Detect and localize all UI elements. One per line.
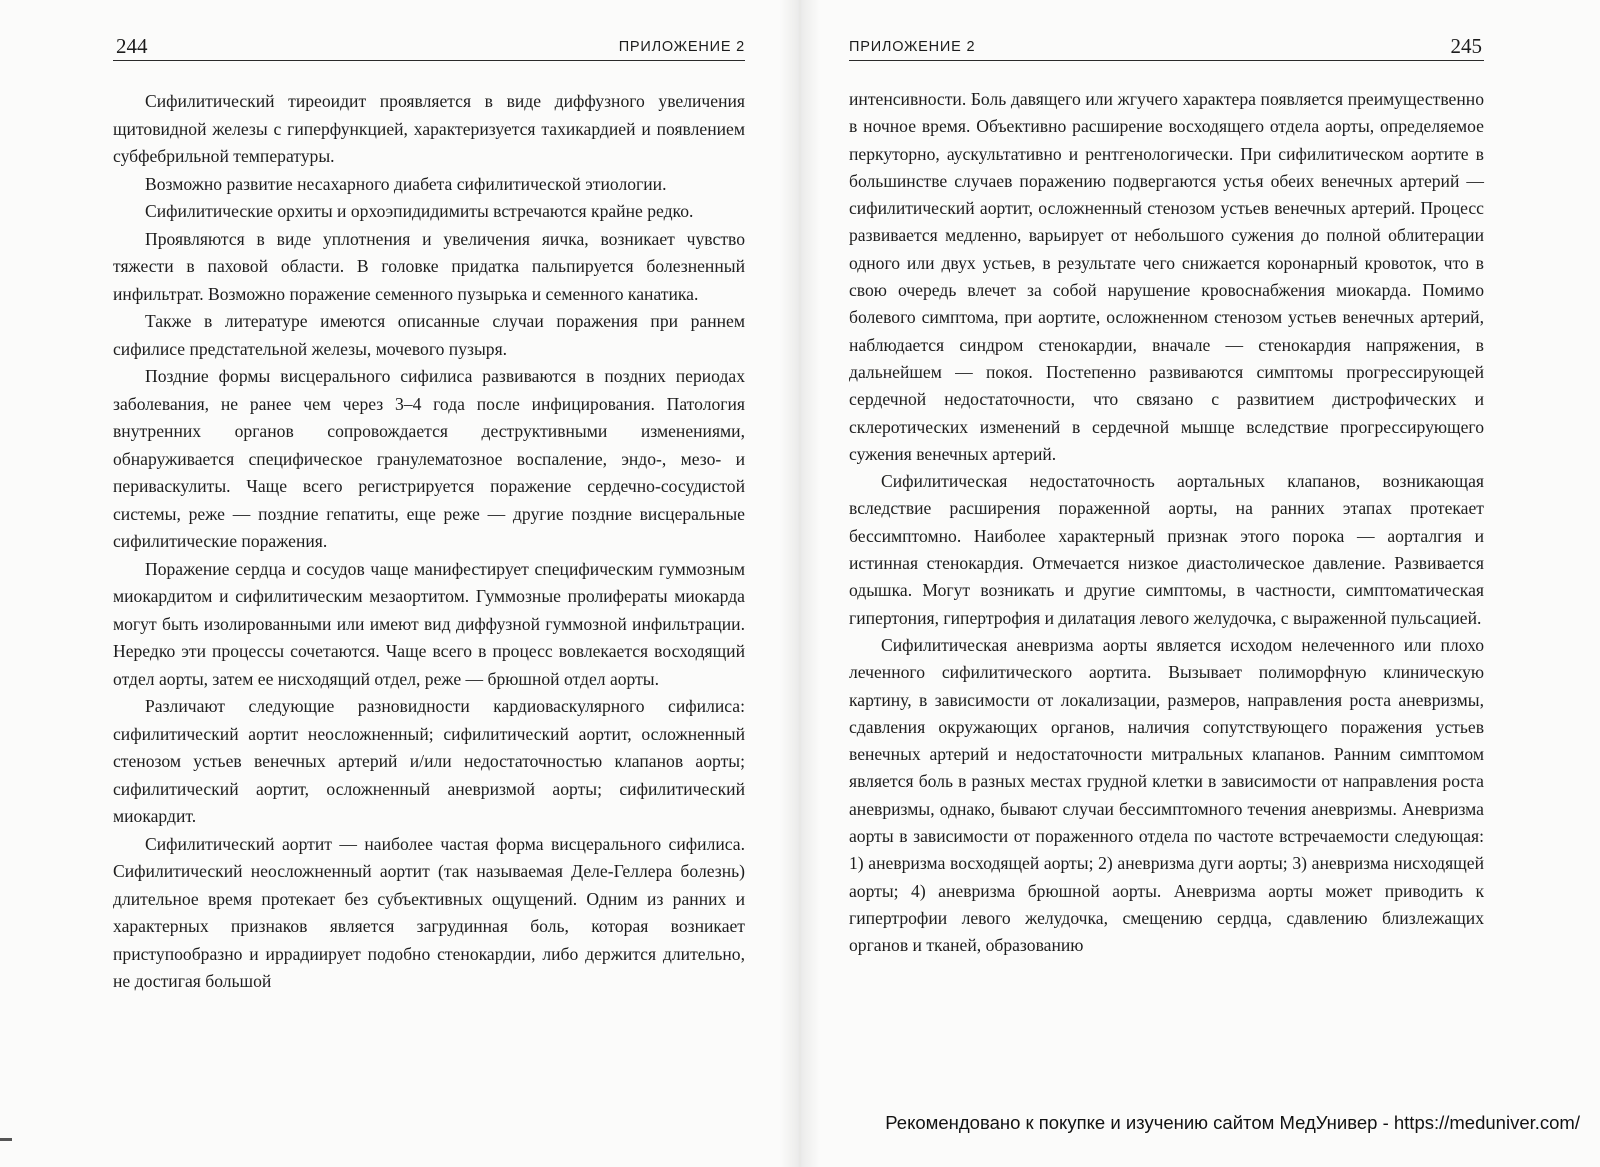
footer-recommendation: Рекомендовано к покупке и изучению сайтом МедУнивер - https://meduniver.com/ xyxy=(885,1112,1580,1133)
paragraph: Также в литературе имеются описанные случаи поражения при раннем сифилисе предстательной железы, мочевого пузыря. xyxy=(113,311,745,359)
paragraph: Сифилитические орхиты и орхоэпидидимиты встречаются крайне редко. xyxy=(145,201,694,221)
paragraph: Проявляются в виде уплотнения и увеличения яичка, возникает чувство тяжести в паховой области. В головке придатка пальпируется болезненный инфильтрат. Возможно поражение семенного пузырька и семенного канатика. xyxy=(113,228,745,304)
paragraph: Возможно развитие несахарного диабета сифилитической этиологии. xyxy=(145,173,667,194)
paragraph: Поражение сердца и сосудов чаще манифестирует специфическим гуммозным миокардитом и сифилитическим мезаортитом. Гуммозные пролифераты миокарда могут быть изолированными или имеют вид диффузной гуммозной инфильтрации. Нередко эти процессы сочетаются. Чаще всего в процесс вовлекается восходящий отдел аорты, затем ее нисходящий отдел, реже — брюшной отдел аорты. xyxy=(113,558,745,689)
left-page-number: 244 xyxy=(116,34,148,58)
paragraph: Сифилитическая аневризма аорты является исходом нелеченного или плохо леченного сифилитического аортита. Вызывает полиморфную клиническую картину, в зависимости от локализации, размеров, направления роста аневризмы, сдавления окружающих органов, наличия сопутствующего поражения устьев венечных артерий и недостаточности митральных клапанов. Ранним симптомом является боль в разных местах грудной клетки в зависимости от направления роста аневризмы, однако, бывают случаи бессимптомного течения аневризмы. Аневризма аорты в зависимости от пораженного отдела по частоте встречаемости следующая: 1) аневризма восходящей аорты; 2) аневризма дуги аорты; 3) аневризма нисходящей аорты; 4) аневризма брюшной аорты. Аневризма аорты может приводить к гипертрофии левого желудочка, смещению сердца, сдавлению близлежащих органов и тканей, образованию xyxy=(849,634,1484,956)
paragraph: Сифилитический аортит — наиболее частая форма висцерального сифилиса. Сифилитический неосложненный аортит (так называемая Деле-Геллера болезнь) длительное время протекает без субъективных ощущений. Одним из ранних и характерных признаков является загрудинная боль, которая возникает приступообразно и иррадиирует подобно стенокардии, либо держится длительно, не достигая большой xyxy=(113,833,745,991)
left-page xyxy=(113,0,745,1100)
book-gutter xyxy=(780,0,820,1167)
left-page-header xyxy=(113,28,745,61)
scan-edge-mark xyxy=(0,1138,12,1141)
right-running-head: ПРИЛОЖЕНИЕ 2 xyxy=(849,39,976,55)
left-page-body xyxy=(113,88,745,996)
paragraph: интенсивности. Боль давящего или жгучего характера появляется преимущественно в ночное время. Объективно расширение восходящего отдела аорты, определяемое перкуторно, аускультативно и рентгенологически. При сифилитическом аортите в большинстве случаев поражению подвергаются устья обеих венечных артерий — сифилитический аортит, осложненный стенозом устьев венечных артерий. Процесс развивается медленно, варьирует от небольшого сужения до полной облитерации одного или двух устьев, в результате чего снижается коронарный кровоток, что в свою очередь влечет за собой нарушение кровоснабжения миокарда. Помимо болевого симптома, при аортите, осложненном стенозом устьев венечных артерий, наблюдается синдром стенокардии, вначале — стенокардия напряжения, в дальнейшем — покоя. Постепенно развиваются симптомы прогрессирующей сердечной недостаточности, что связано с развитием дистрофических и склеротических изменений в сердечной мышце вследствие прогрессирующего сужения венечных артерий. xyxy=(849,89,1484,464)
right-page-header xyxy=(849,28,1484,61)
paragraph: Различают следующие разновидности кардиоваскулярного сифилиса: сифилитический аортит неосложненный; сифилитический аортит, осложненный стенозом устьев венечных артерий и/или недостаточностью клапанов аорты; сифилитический аортит, осложненный аневризмой аорты; сифилитический миокардит. xyxy=(113,696,745,826)
paragraph: Поздние формы висцерального сифилиса развиваются в поздних периодах заболевания, не ранее чем через 3–4 года после инфицирования. Патология внутренних органов сопровождается деструктивными изменениями, обнаруживается специфическое гранулематозное воспаление, эндо-, мезо- и периваскулиты. Чаще всего регистрируется поражение сердечно-сосудистой системы, реже — поздние гепатиты, еще реже — другие поздние висцеральные сифилитические поражения. xyxy=(113,366,745,551)
right-page-body xyxy=(849,86,1484,960)
paragraph: Сифилитическая недостаточность аортальных клапанов, возникающая вследствие расширения пораженной аорты, на ранних этапах протекает бессимптомно. Наиболее характерный признак этого порока — аорталгия и истинная стенокардия. Отмечается низкое диастолическое давление. Развивается одышка. Могут возникать и другие симптомы, в частности, симптоматическая гипертония, гипертрофия и дилатация левого желудочка, с выраженной пульсацией. xyxy=(849,471,1484,628)
paragraph: Сифилитический тиреоидит проявляется в виде диффузного увеличения щитовидной железы с гиперфункцией, характеризуется тахикардией и появлением субфебрильной температуры. xyxy=(113,91,745,166)
right-page xyxy=(849,0,1484,1100)
right-page-number: 245 xyxy=(1450,34,1482,58)
left-running-head: ПРИЛОЖЕНИЕ 2 xyxy=(618,39,745,55)
